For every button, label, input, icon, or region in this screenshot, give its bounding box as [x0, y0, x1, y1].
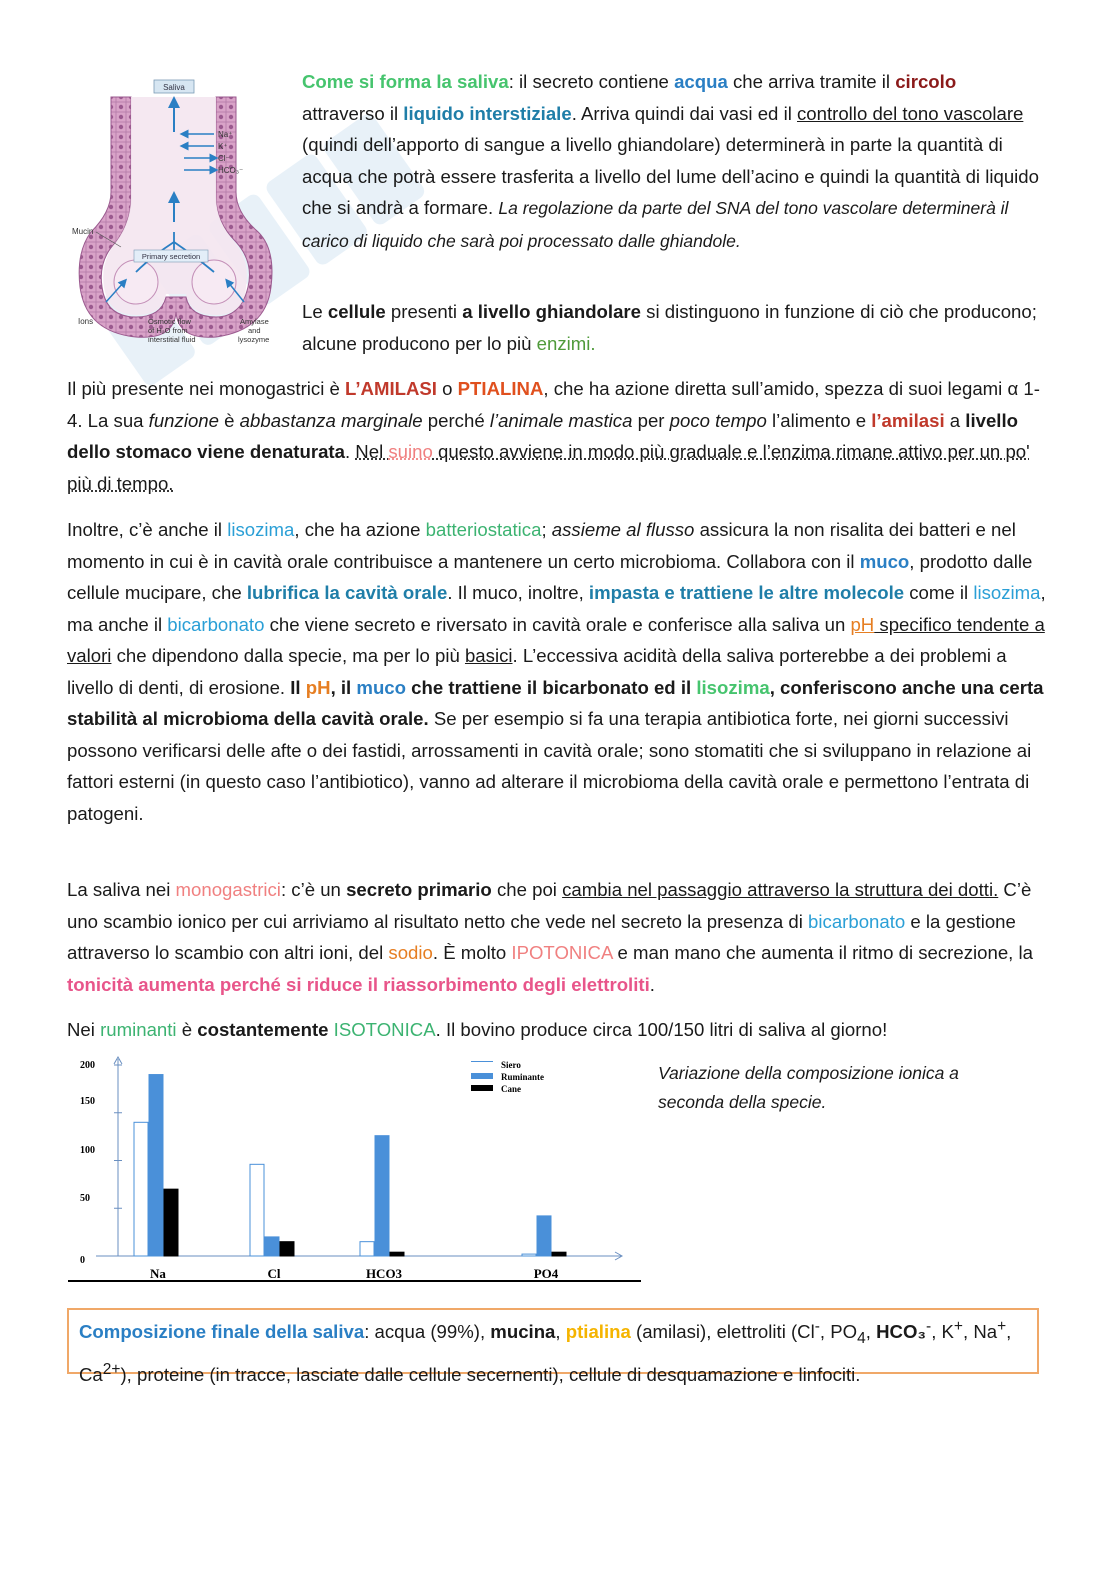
term-poco-tempo: poco tempo: [669, 409, 767, 431]
y-tick-label: 150: [80, 1096, 95, 1107]
text: Nei: [67, 1019, 101, 1040]
term-costantemente: costantemente: [197, 1019, 329, 1040]
term-funzione: funzione: [148, 409, 219, 431]
text: attraverso il: [302, 102, 404, 124]
text: Il: [290, 676, 306, 698]
term-isotonica: ISOTONICA: [333, 1019, 436, 1040]
heading-come-si-forma: Come si forma la saliva: [302, 71, 509, 92]
primary-secretion-label: Primary secretion: [141, 252, 201, 261]
bar-ruminante-cl: [265, 1237, 279, 1256]
text: si distinguono in funzione di ciò che producono; alcune producono per lo più: [302, 301, 1037, 354]
paragraph-cellule: [302, 296, 1042, 359]
x-tick-label: Na: [150, 1266, 166, 1281]
term-lisozima: lisozima: [227, 519, 295, 540]
term-mucina: mucina: [490, 1321, 556, 1343]
text: 2+: [102, 1361, 121, 1379]
text: , il: [330, 676, 357, 698]
text: -: [814, 1318, 820, 1335]
text: : c’è un: [280, 879, 347, 900]
italic-note: La regolazione da parte del SNA del tono vascolare determinerà il carico di liquido che sarà poi processato dalle ghiandole.: [302, 198, 1009, 251]
chart-caption: [658, 1059, 1018, 1117]
y-tick-label: 200: [80, 1060, 95, 1071]
term-liquido-interstiziale: liquido interstiziale: [403, 102, 572, 124]
final-composition-box: [67, 1308, 1039, 1386]
text: specifico tendente a valori: [67, 613, 1045, 666]
term-lamilasi: l’amilasi: [871, 409, 945, 431]
term-tonicita: tonicità aumenta perché si riduce il riassorbimento degli elettroliti: [67, 973, 650, 995]
text: e man mano che aumenta il ritmo di secrezione, la: [612, 942, 1033, 963]
bar-siero-na: [134, 1122, 148, 1256]
text: assicura la non risalita dei batteri e nel momento in cui è in cavità orale contribuisce a mantenere un certo microbioma. Collabora con il: [67, 519, 1016, 572]
ion-label-cl: Cl⁻: [218, 154, 230, 163]
text: +: [953, 1318, 963, 1335]
bar-cane-po4: [552, 1252, 566, 1256]
text: , Na: [962, 1321, 998, 1343]
text: +: [997, 1318, 1007, 1335]
term-muco: muco: [356, 676, 406, 698]
bar-ruminante-hco3: [375, 1136, 389, 1256]
osmotic-label-1: Osmotic flow: [148, 317, 191, 326]
text: Se per esempio si fa una terapia antibiotica forte, nei giorni successivi possono verificarsi delle afte o dei fastidi, arrossamenti in cavità orale; sono stomatiti che si sviluppano in relazione ai fattori esterni (in questo caso l’antibiotico), vanno ad alterare il microbioma della cavità orale e permettono l’entrata di patogeni.: [67, 708, 1032, 824]
text: La saliva nei: [67, 879, 176, 900]
legend-swatch-siero: [471, 1061, 493, 1062]
text: . L’eccessiva acidità della saliva porterebbe a dei problemi a livello di denti, di erosione.: [67, 645, 1007, 698]
legend-label-cane: Cane: [501, 1084, 521, 1094]
osmotic-label-3: interstitial fluid: [148, 335, 196, 344]
text: ), proteine (in tracce, lasciate dalle cellule secernenti), cellule di desquamazione e linfociti.: [120, 1364, 861, 1386]
x-tick-label: Cl: [267, 1266, 281, 1281]
term-controllo-tono: controllo del tono vascolare: [797, 102, 1024, 124]
term-cambia: cambia nel passaggio attraverso la struttura dei dotti.: [562, 879, 999, 900]
text: , che ha azione diretta sull’amido, spezza di suoi legami α 1-4. La sua: [67, 378, 1040, 431]
x-tick-label: HCO3: [365, 1266, 403, 1281]
text: che trattiene il bicarbonato ed il: [406, 676, 697, 698]
text: ,: [865, 1321, 877, 1343]
text: che poi: [491, 879, 563, 900]
term-hco3: HCO₃: [876, 1321, 927, 1343]
term-ph: pH: [850, 613, 875, 635]
bar-cane-na: [164, 1189, 178, 1256]
text: ;: [541, 519, 552, 540]
bar-ruminante-na: [149, 1075, 163, 1256]
term-animale: l’animale mastica: [489, 409, 633, 431]
text: che dipendono dalla specie, ma per lo più: [111, 645, 465, 666]
text: e la gestione attraverso lo scambio con altri ioni, del: [67, 910, 1016, 963]
paragraph-ruminanti: [67, 1014, 1047, 1046]
term-ptialina: ptialina: [565, 1321, 631, 1343]
text: è: [176, 1019, 198, 1040]
term-ph: pH: [305, 676, 331, 698]
text: -: [926, 1318, 932, 1335]
term-muco: muco: [859, 550, 910, 572]
text: presenti: [385, 301, 463, 322]
text: perché: [422, 409, 490, 431]
box-title: Composizione finale della saliva: [79, 1321, 365, 1343]
term-cellule: cellule: [327, 301, 386, 322]
text: (amilasi), elettroliti (Cl: [630, 1321, 815, 1343]
term-assieme: assieme al flusso: [551, 519, 695, 540]
term-batteriostatica: batteriostatica: [425, 519, 542, 540]
paragraph-amilasi: [67, 373, 1047, 499]
text: Il più presente nei monogastrici è: [67, 378, 346, 399]
term-sodio: sodio: [388, 942, 433, 963]
text: ,: [555, 1321, 566, 1343]
y-tick-label: 50: [80, 1193, 90, 1204]
text: , prodotto dalle cellule mucipare, che: [67, 550, 1033, 603]
ions-label: Ions: [78, 317, 94, 326]
term-bicarbonato: bicarbonato: [808, 910, 906, 932]
legend-swatch-cane: [471, 1085, 493, 1091]
text: (quindi dell’apporto di sangue a livello ghiandolare) determinerà in parte la quantità di acqua che potrà essere trasferita a livello del lume dell’acino e quindi la quantità di liquido che si andrà a formare.: [302, 134, 1039, 218]
ion-label-hco3: HCO₃⁻: [218, 166, 244, 175]
text: come il: [904, 582, 974, 603]
bar-cane-hco3: [390, 1252, 404, 1256]
text: Inoltre, c’è anche il: [67, 519, 228, 540]
legend-swatch-ruminante: [471, 1073, 493, 1079]
text: per: [632, 409, 670, 431]
salivary-gland-diagram: [66, 72, 286, 354]
legend-label-ruminante: Ruminante: [501, 1072, 545, 1082]
text: a: [944, 409, 966, 431]
text: 4: [857, 1329, 866, 1347]
term-marginale: abbastanza marginale: [239, 409, 423, 431]
text: , PO: [819, 1321, 858, 1343]
term-basici: basici: [464, 645, 513, 666]
saliva-label: Saliva: [163, 83, 185, 92]
text: , Ca: [79, 1321, 1012, 1386]
ion-label-na: Na⁺: [218, 130, 233, 139]
text: : il secreto contiene: [508, 71, 675, 92]
y-tick-label: 100: [80, 1145, 95, 1156]
ionic-composition-chart: [66, 1055, 646, 1287]
text: Nel: [355, 441, 389, 462]
text: .: [344, 441, 356, 462]
term-enzimi: enzimi.: [536, 332, 596, 354]
paragraph-saliva-formation: [302, 66, 1042, 257]
legend-label-siero: Siero: [501, 1060, 521, 1070]
term-stomaco: livello dello stomaco viene denaturata: [67, 409, 1019, 462]
term-ipotonica: IPOTONICA: [511, 942, 613, 963]
bar-cane-cl: [280, 1242, 294, 1256]
term-lubrifica: lubrifica la cavità orale: [246, 582, 448, 603]
text: Le: [302, 301, 328, 322]
x-tick-label: PO4: [533, 1266, 559, 1281]
text: . Il muco, inoltre,: [447, 582, 589, 603]
amylase-label-2: and: [248, 326, 261, 335]
paragraph-monogastrici: [67, 874, 1047, 1000]
text: . È molto: [432, 942, 512, 963]
bar-siero-po4: [522, 1254, 536, 1256]
term-secreto-primario: secreto primario: [346, 879, 492, 900]
term-livello-ghiandolare: a livello ghiandolare: [462, 301, 641, 322]
final-composition-text: [79, 1311, 1029, 1391]
mucin-label: Mucin: [72, 227, 94, 236]
text: , ma anche il: [67, 582, 1046, 635]
term-amilasi: L’AMILASI: [345, 378, 437, 399]
text: . Il bovino produce circa 100/150 litri di saliva al giorno!: [435, 1019, 888, 1040]
text: o: [436, 378, 458, 399]
term-suino: suino: [388, 441, 433, 462]
term-ruminanti: ruminanti: [100, 1019, 177, 1040]
term-lisozima: lisozima: [973, 582, 1041, 603]
term-impasta: impasta e trattiene le altre molecole: [588, 582, 905, 603]
term-ptialina: PTIALINA: [457, 378, 544, 399]
bar-ruminante-po4: [537, 1216, 551, 1256]
text: , K: [931, 1321, 954, 1343]
text: che arriva tramite il: [727, 71, 896, 92]
bar-siero-hco3: [360, 1242, 374, 1256]
text: questo avviene in modo più graduale e l’enzima rimane attivo per un po' più di tempo.: [67, 441, 1030, 494]
amylase-label-1: Amylase: [240, 317, 269, 326]
text: : acqua (99%),: [364, 1321, 491, 1343]
text: .: [649, 973, 655, 995]
chart-caption-text: Variazione della composizione ionica a seconda della specie.: [658, 1063, 959, 1112]
text: è: [218, 409, 240, 431]
term-lisozima: lisozima: [696, 676, 770, 698]
text: , che ha azione: [294, 519, 426, 540]
osmotic-label-2: of H₂O from: [148, 326, 188, 335]
paragraph-lisozima: [67, 514, 1047, 829]
term-acqua: acqua: [674, 71, 728, 92]
bar-siero-cl: [250, 1164, 264, 1256]
amylase-label-3: lysozyme: [238, 335, 270, 344]
term-monogastrici: monogastrici: [175, 879, 281, 900]
y-tick-label: 0: [80, 1255, 85, 1266]
text: C’è uno scambio ionico per cui arriviamo al risultato netto che vede nel secreto la presenza di: [67, 879, 1032, 932]
text: , conferiscono anche una certa stabilità al microbioma della cavità orale.: [67, 676, 1044, 729]
text: che viene secreto e riversato in cavità orale e conferisce alla saliva un: [264, 613, 851, 635]
term-bicarbonato: bicarbonato: [167, 613, 265, 635]
ion-label-k: K⁺: [218, 142, 228, 151]
text: . Arriva quindi dai vasi ed il: [571, 102, 797, 124]
text: l’alimento e: [766, 409, 872, 431]
term-circolo: circolo: [895, 71, 957, 92]
